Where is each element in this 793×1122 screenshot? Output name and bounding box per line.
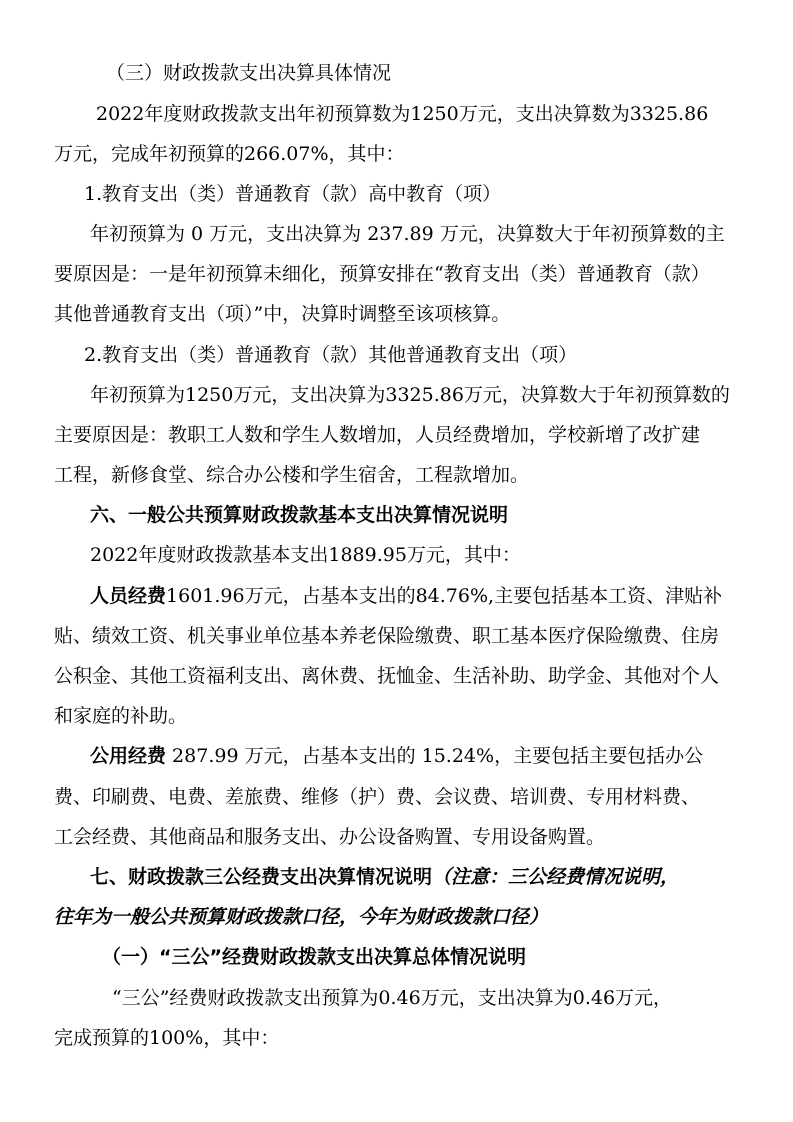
paragraph-line: 要原因是：一是年初预算未细化，预算安排在“教育支出（类）普通教育（款） <box>54 263 710 285</box>
paragraph-line: 主要原因是：教职工人数和学生人数增加，人员经费增加，学校新增了改扩建 <box>54 424 701 446</box>
section-7-heading-line <box>90 867 679 887</box>
paragraph-line: 费、印刷费、电费、差旅费、维修（护）费、会议费、培训费、专用材料费、 <box>54 786 701 808</box>
section-6-heading: 六、一般公共预算财政拨款基本支出决算情况说明 <box>90 504 509 526</box>
paragraph-line: 其他普通教育支出（项）”中，决算时调整至该项核算。 <box>54 303 511 325</box>
paragraph-line: 2022年度财政拨款支出年初预算数为1250万元，支出决算数为3325.86 <box>96 103 709 125</box>
section-3-heading: （三）财政拨款支出决算具体情况 <box>106 62 392 84</box>
paragraph-line: 完成预算的100%，其中： <box>54 1027 280 1049</box>
paragraph-line: 工会经费、其他商品和服务支出、办公设备购置、专用设备购置。 <box>54 826 606 848</box>
section-7-note: （注意：三公经费情况说明， <box>432 866 680 888</box>
paragraph-line: 年初预算为 0 万元，支出决算为 237.89 万元，决算数大于年初预算数的主 <box>90 223 725 245</box>
paragraph-line: 工程，新修食堂、综合办公楼和学生宿舍，工程款增加。 <box>54 464 530 486</box>
paragraph-line: “三公”经费财政拨款支出预算为0.46万元，支出决算为0.46万元， <box>112 987 673 1009</box>
item-1-title: 1.教育支出（类）普通教育（款）高中教育（项） <box>84 183 502 205</box>
public-expense-text: 287.99 万元，占基本支出的 15.24%，主要包括主要包括办公 <box>166 745 704 767</box>
personnel-expense-text: 1601.96万元，占基本支出的84.76%,主要包括基本工资、津贴补 <box>166 585 723 607</box>
paragraph-line: 和家庭的补助。 <box>54 705 188 727</box>
personnel-expense-line <box>90 586 722 606</box>
section-7-heading: 七、财政拨款三公经费支出决算情况说明 <box>90 866 433 888</box>
paragraph-line: 年初预算为1250万元，支出决算为3325.86万元，决算数大于年初预算数的 <box>90 384 730 406</box>
public-expense-label: 公用经费 <box>90 745 167 767</box>
personnel-expense-label: 人员经费 <box>90 585 167 607</box>
section-7-note-continued: 往年为一般公共预算财政拨款口径，今年为财政拨款口径） <box>54 906 549 928</box>
paragraph-line: 公积金、其他工资福利支出、离休费、抚恤金、生活补助、助学金、其他对个人 <box>54 665 720 687</box>
public-expense-line <box>90 746 703 766</box>
paragraph-line: 2022年度财政拨款基本支出1889.95万元，其中： <box>90 544 521 566</box>
subsection-1-heading: （一）“三公”经费财政拨款支出决算总体情况说明 <box>102 946 526 968</box>
paragraph-line: 贴、绩效工资、机关事业单位基本养老保险缴费、职工基本医疗保险缴费、住房 <box>54 625 720 647</box>
item-2-title: 2.教育支出（类）普通教育（款）其他普通教育支出（项） <box>84 344 578 366</box>
paragraph-line: 万元，完成年初预算的266.07%，其中： <box>54 143 405 165</box>
